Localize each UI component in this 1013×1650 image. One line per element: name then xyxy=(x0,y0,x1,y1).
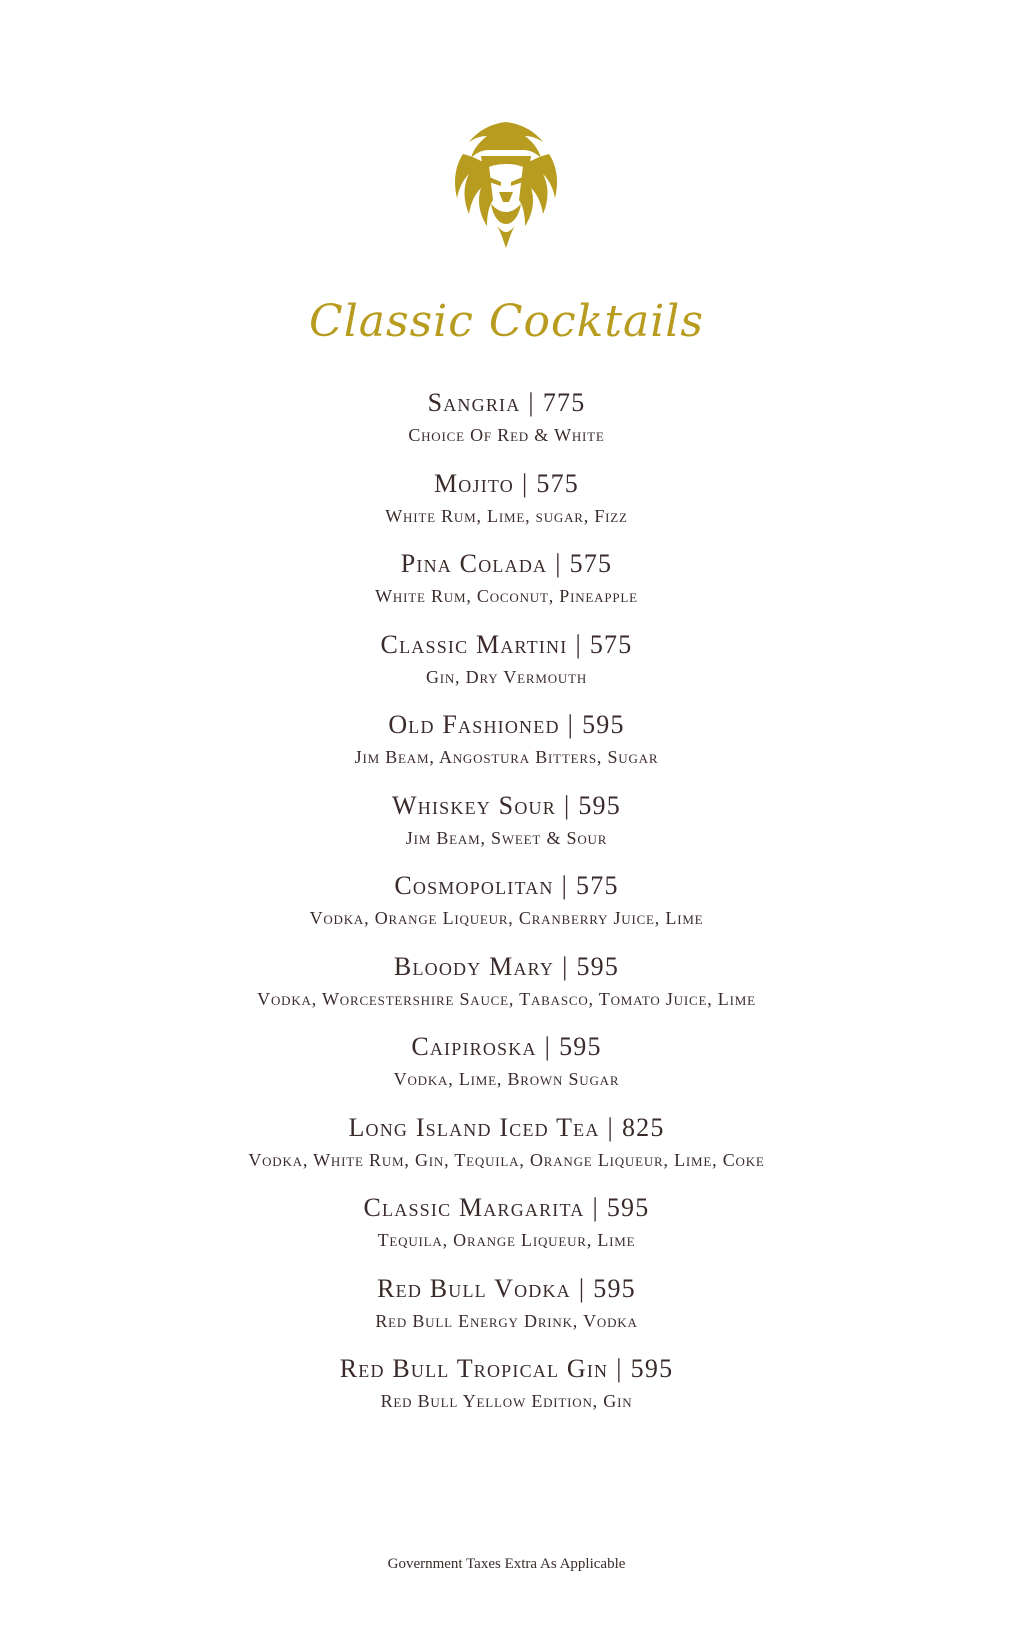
price-separator: | xyxy=(592,1193,599,1222)
menu-item xyxy=(0,1030,1013,1111)
menu-item-heading xyxy=(0,386,1013,420)
price-separator: | xyxy=(578,1273,586,1303)
menu-item-name: Old Fashioned xyxy=(388,710,560,739)
price-separator: | xyxy=(555,549,562,578)
menu-item xyxy=(0,628,1013,709)
menu-item xyxy=(0,789,1013,870)
menu-item-name: Classic Martini xyxy=(380,629,568,659)
price-separator: | xyxy=(544,1032,552,1061)
menu-item-description: Vodka, White Rum, Gin, Tequila, Orange Liqueur, Lime, Coke xyxy=(248,1149,765,1170)
menu-item-name: Classic Margarita xyxy=(363,1193,585,1222)
menu-item-description: Vodka, Orange Liqueur, Cranberry Juice, Lime xyxy=(309,908,704,928)
menu-item-description: Jim Beam, Sweet & Sour xyxy=(405,827,608,848)
menu-item-heading xyxy=(0,628,1013,662)
menu-item xyxy=(0,1352,1013,1433)
menu-item xyxy=(0,547,1013,628)
cocktail-list xyxy=(0,386,1013,1433)
menu-item-price: 595 xyxy=(582,710,625,739)
menu-item-heading xyxy=(0,467,1013,501)
menu-item-heading xyxy=(0,708,1013,742)
menu-item-description: Gin, Dry Vermouth xyxy=(425,666,588,687)
menu-item-price: 595 xyxy=(576,951,620,981)
menu-item-heading xyxy=(0,1352,1013,1386)
menu-item-name: Red Bull Tropical Gin xyxy=(339,1354,609,1383)
menu-item-name: Cosmopolitan xyxy=(394,871,554,900)
menu-title: Classic Cocktails xyxy=(309,296,704,347)
menu-item-heading xyxy=(0,789,1013,823)
menu-item-name: Sangria xyxy=(427,388,521,417)
menu-item-price: 575 xyxy=(589,629,633,659)
menu-item-description: Vodka, Worcestershire Sauce, Tabasco, Tomato Juice, Lime xyxy=(257,988,756,1009)
menu-item-heading xyxy=(0,1030,1013,1064)
price-separator: | xyxy=(561,871,569,900)
price-separator: | xyxy=(567,710,575,739)
price-separator: | xyxy=(563,790,571,820)
menu-item xyxy=(0,386,1013,467)
menu-item-name: Red Bull Vodka xyxy=(377,1273,571,1303)
menu-item-name: Mojito xyxy=(433,468,514,498)
price-separator: | xyxy=(616,1354,623,1383)
menu-item-name: Long Island Iced Tea xyxy=(348,1112,600,1142)
menu-item-name: Bloody Mary xyxy=(393,951,555,981)
menu-item xyxy=(0,1272,1013,1353)
price-separator: | xyxy=(575,629,582,659)
menu-item-description: Red Bull Yellow Edition, Gin xyxy=(380,1391,633,1411)
menu-item-price: 575 xyxy=(536,468,579,498)
lion-head-icon xyxy=(449,120,563,250)
menu-item-price: 575 xyxy=(576,871,619,900)
menu-item-description: Tequila, Orange Liqueur, Lime xyxy=(377,1230,636,1250)
menu-item xyxy=(0,1191,1013,1272)
menu-item-description: Red Bull Energy Drink, Vodka xyxy=(375,1310,638,1331)
menu-item xyxy=(0,1111,1013,1192)
menu-item-price: 825 xyxy=(621,1112,665,1142)
menu-item xyxy=(0,950,1013,1031)
price-separator: | xyxy=(521,468,529,498)
menu-item-price: 575 xyxy=(569,549,613,578)
menu-item-price: 775 xyxy=(542,388,586,417)
menu-item-price: 595 xyxy=(593,1273,636,1303)
menu-item-description: Jim Beam, Angostura Bitters, Sugar xyxy=(354,747,659,767)
menu-item-heading xyxy=(0,1111,1013,1145)
menu-item-price: 595 xyxy=(559,1032,602,1061)
menu-item xyxy=(0,869,1013,950)
menu-item-description: Choice Of Red & White xyxy=(408,425,605,445)
tax-note: Government Taxes Extra As Applicable xyxy=(387,1556,626,1572)
menu-item-price: 595 xyxy=(606,1193,650,1222)
menu-item-name: Whiskey Sour xyxy=(392,790,556,820)
menu-item-name: Caipiroska xyxy=(411,1032,537,1061)
menu-item-heading xyxy=(0,1191,1013,1225)
menu-item-description: Vodka, Lime, Brown Sugar xyxy=(393,1069,620,1089)
menu-item-heading xyxy=(0,1272,1013,1306)
menu-item-description: White Rum, Coconut, Pineapple xyxy=(375,586,638,606)
price-separator: | xyxy=(607,1112,614,1142)
price-separator: | xyxy=(528,388,535,417)
menu-item-name: Pina Colada xyxy=(400,549,548,578)
menu-item-heading xyxy=(0,547,1013,581)
menu-item-price: 595 xyxy=(630,1354,674,1383)
menu-item xyxy=(0,708,1013,789)
menu-item xyxy=(0,467,1013,548)
menu-item-heading xyxy=(0,869,1013,903)
menu-item-description: White Rum, Lime, sugar, Fizz xyxy=(385,505,628,526)
menu-item-price: 595 xyxy=(578,790,621,820)
price-separator: | xyxy=(562,951,569,981)
menu-item-heading xyxy=(0,950,1013,984)
